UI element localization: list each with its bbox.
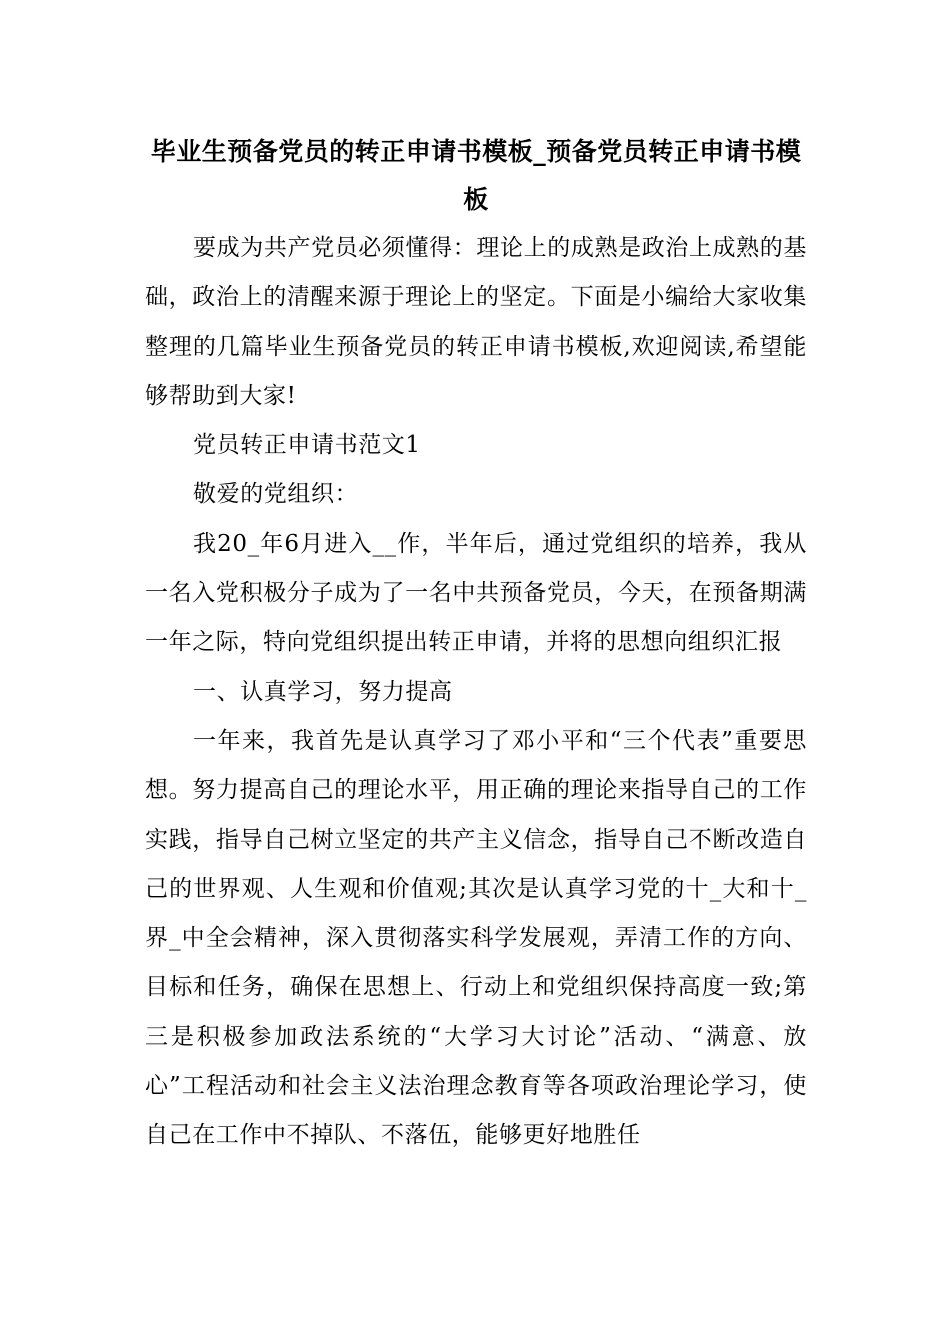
salutation: 敬爱的党组织： bbox=[193, 481, 359, 508]
section-heading-sample-1: 党员转正申请书范文1 bbox=[193, 432, 421, 459]
document-page bbox=[145, 128, 807, 1161]
body-paragraph-2: 一年来，我首先是认真学习了邓小平和“三个代表”重要思想。努力提高自己的理论水平，用正确的理论来指导自己的工作实践，指导自己树立坚定的共产主义信念，指导自己不断改造自己的世界观、人生观和价值观;其次是认真学习党的十_大和十_界_中全会精神，深入贯彻落实科学发展观，弄清工作的方向、目标和任务，确保在思想上、行动上和党组织保持高度一致;第三是积极参加政法系统的“大学习大讨论”活动、“满意、放心”工程活动和社会主义法治理念教育等各项政治理论学习，使自己在工作中不掉队、不落伍，能够更好地胜任 bbox=[145, 727, 807, 1149]
intro-paragraph: 要成为共产党员必须懂得：理论上的成熟是政治上成熟的基础，政治上的清醒来源于理论上的坚定。下面是小编给大家收集整理的几篇毕业生预备党员的转正申请书模板,欢迎阅读,希望能够帮助到大家! bbox=[145, 235, 807, 409]
subheading-study: 一、认真学习，努力提高 bbox=[193, 678, 453, 705]
document-title: 毕业生预备党员的转正申请书模板_预备党员转正申请书模板 bbox=[150, 137, 802, 214]
body-paragraph-1: 我20_年6月进入__作，半年后，通过党组织的培养，我从一名入党积极分子成为了一名中共预备党员，今天，在预备期满一年之际，特向党组织提出转正申请，并将的思想向组织汇报 bbox=[145, 530, 807, 656]
